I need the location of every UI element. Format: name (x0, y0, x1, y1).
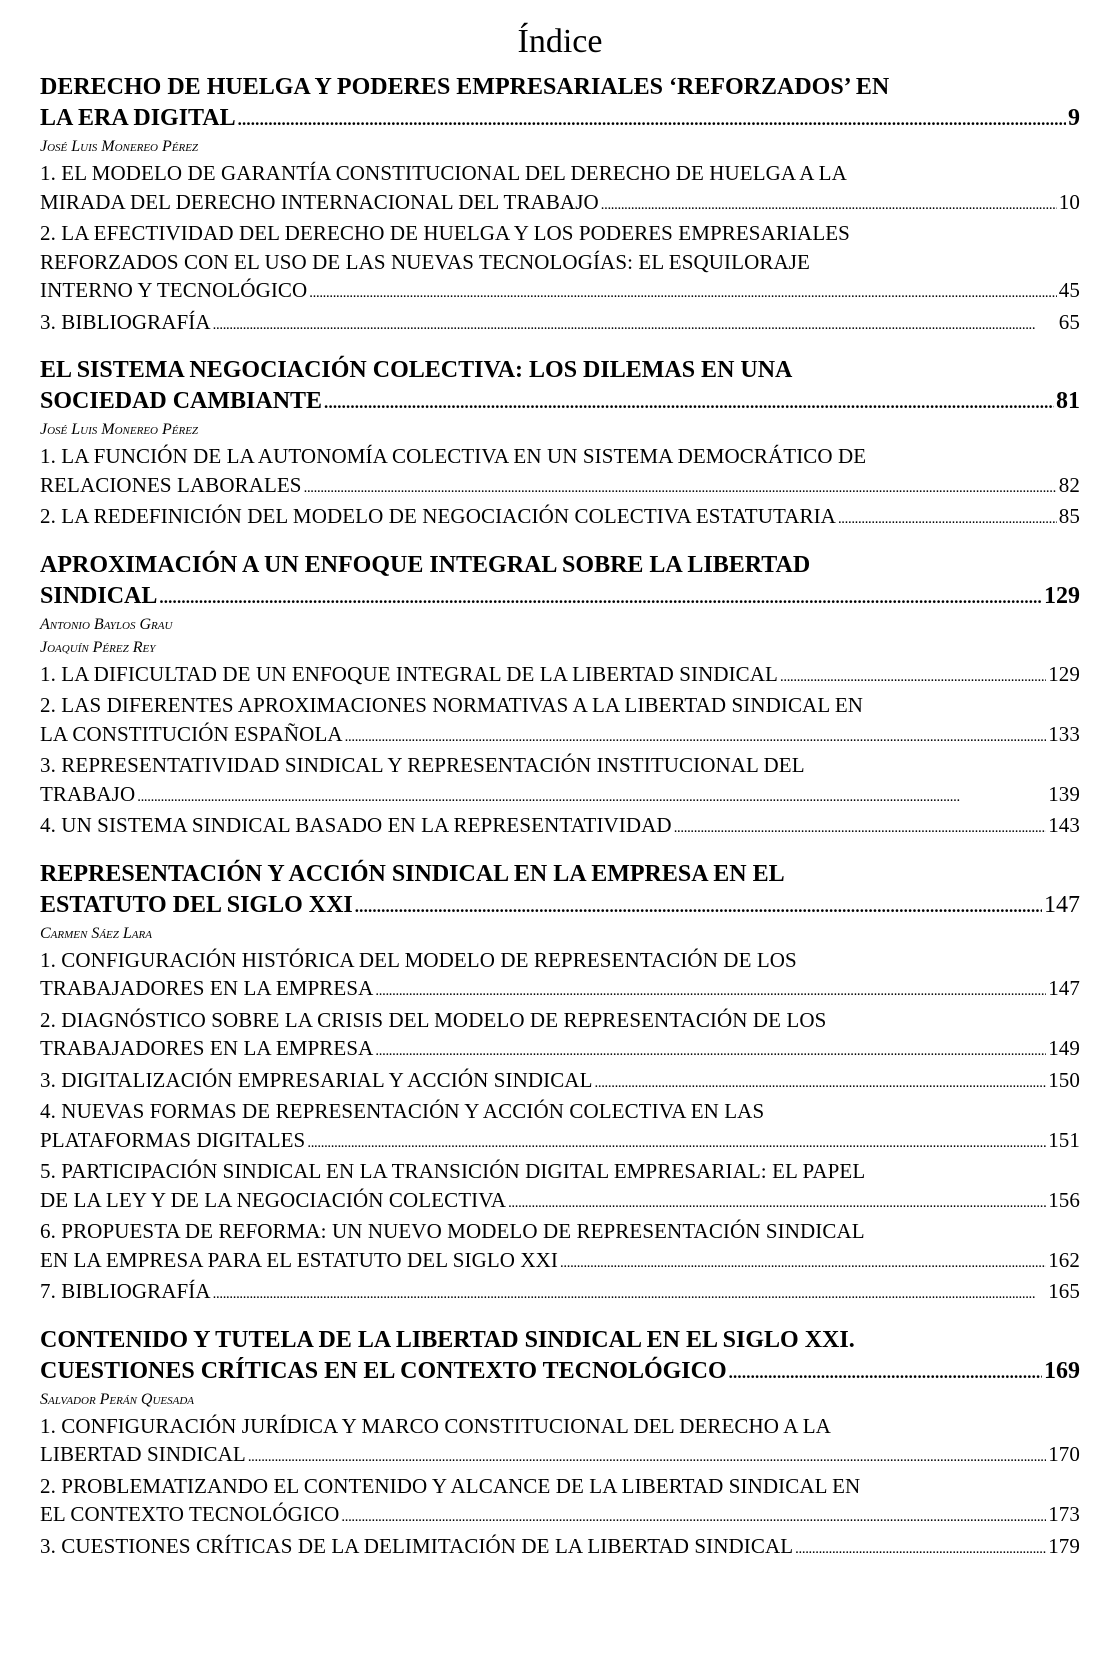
section-title-text: SOCIEDAD CAMBIANTE (40, 388, 323, 414)
page-number: 150 (1048, 1067, 1080, 1092)
section-title-line: REPRESENTACIÓN Y ACCIÓN SINDICAL EN LA EMPRESA EN EL (40, 860, 785, 887)
section-title (40, 859, 1080, 922)
leader-dots (345, 720, 1047, 752)
page-number: 139 (1048, 781, 1080, 806)
toc-section (40, 355, 1080, 534)
section-title-last-line (40, 103, 1080, 135)
section-title (40, 355, 1080, 418)
entry-line: 1. EL MODELO DE GARANTÍA CONSTITUCIONAL DEL DERECHO DE HUELGA A LA (40, 161, 847, 185)
leader-dots (375, 974, 1046, 1006)
entry-last-line (40, 1034, 1080, 1066)
entry-text: TRABAJO (40, 781, 136, 806)
page-number: 143 (1048, 813, 1080, 837)
toc-section (40, 550, 1080, 843)
section-title-line: EL SISTEMA NEGOCIACIÓN COLECTIVA: LOS DILEMAS EN UNA (40, 357, 793, 383)
toc-entry (40, 442, 1080, 502)
toc-entry (40, 502, 1080, 534)
toc-entry (40, 946, 1080, 1006)
author-name: José Luis Monereo Pérez (40, 138, 199, 155)
page-number: 147 (1044, 891, 1080, 918)
section-title (40, 72, 1080, 135)
entry-text: LA CONSTITUCIÓN ESPAÑOLA (40, 721, 343, 746)
entry-line: 1. CONFIGURACIÓN HISTÓRICA DEL MODELO DE REPRESENTACIÓN DE LOS (40, 947, 797, 972)
section-title-text: CUESTIONES CRÍTICAS EN EL CONTEXTO TECNOLÓGICO (40, 1357, 727, 1384)
toc-entry (40, 159, 1080, 219)
entry-last-line (40, 1532, 1080, 1564)
section-title-text: ESTATUTO DEL SIGLO XXI (40, 891, 353, 918)
entry-text: 3. DIGITALIZACIÓN EMPRESARIAL Y ACCIÓN SINDICAL (40, 1067, 593, 1092)
page-number: 165 (1048, 1279, 1080, 1303)
entry-text: MIRADA DEL DERECHO INTERNACIONAL DEL TRABAJO (40, 189, 599, 214)
entry-line: 4. NUEVAS FORMAS DE REPRESENTACIÓN Y ACCIÓN COLECTIVA EN LAS (40, 1099, 765, 1123)
entry-line: 2. PROBLEMATIZANDO EL CONTENIDO Y ALCANCE DE LA LIBERTAD SINDICAL EN (40, 1473, 861, 1498)
entry-line: 1. LA FUNCIÓN DE LA AUTONOMÍA COLECTIVA EN UN SISTEMA DEMOCRÁTICO DE (40, 444, 867, 468)
entry-text: 3. CUESTIONES CRÍTICAS DE LA DELIMITACIÓN DE LA LIBERTAD SINDICAL (40, 1533, 794, 1558)
leader-dots (795, 1532, 1046, 1564)
entry-line: 2. DIAGNÓSTICO SOBRE LA CRISIS DEL MODELO DE REPRESENTACIÓN DE LOS (40, 1007, 827, 1032)
leader-dots (560, 1246, 1046, 1278)
leader-dots (838, 502, 1057, 534)
entry-last-line (40, 502, 1080, 534)
page-number: 151 (1048, 1127, 1080, 1152)
toc-entry (40, 1472, 1080, 1532)
entry-last-line (40, 276, 1080, 308)
entry-text: EL CONTEXTO TECNOLÓGICO (40, 1502, 340, 1526)
entry-text: LIBERTAD SINDICAL (40, 1442, 246, 1466)
page-number: 147 (1048, 976, 1080, 1000)
section-title (40, 550, 1080, 613)
entry-last-line (40, 780, 1080, 812)
page-number: 65 (1058, 309, 1080, 334)
page-number: 170 (1048, 1442, 1080, 1466)
entry-text: 4. UN SISTEMA SINDICAL BASADO EN LA REPRESENTATIVIDAD (40, 813, 672, 837)
entry-text: TRABAJADORES EN LA EMPRESA (40, 1036, 374, 1060)
leader-dots (355, 890, 1042, 922)
page-number: 156 (1048, 1187, 1080, 1212)
entry-last-line (40, 1500, 1080, 1532)
page-number: 173 (1048, 1502, 1080, 1526)
author-name: Joaquín Pérez Rey (40, 638, 156, 656)
toc-entry (40, 219, 1080, 308)
leader-dots (341, 1500, 1046, 1532)
leader-dots (674, 811, 1046, 843)
entry-line: REFORZADOS CON EL USO DE LAS NUEVAS TECNOLOGÍAS: EL ESQUILORAJE (40, 249, 810, 274)
author-name: Carmen Sáez Lara (40, 924, 152, 942)
leader-dots (595, 1066, 1047, 1098)
page-number: 10 (1058, 189, 1080, 214)
toc-entry (40, 1066, 1080, 1098)
toc-entry (40, 811, 1080, 843)
leader-dots (307, 1126, 1046, 1158)
toc-entry (40, 691, 1080, 751)
section-title-line: APROXIMACIÓN A UN ENFOQUE INTEGRAL SOBRE LA LIBERTAD (40, 551, 811, 578)
entry-last-line (40, 720, 1080, 752)
toc-entry (40, 1097, 1080, 1157)
leader-dots (780, 660, 1046, 692)
leader-dots (213, 308, 1057, 340)
leader-dots (729, 1356, 1042, 1388)
page-number: 162 (1048, 1247, 1080, 1272)
leader-dots (375, 1034, 1046, 1066)
toc-entry (40, 1217, 1080, 1277)
entry-line: 6. PROPUESTA DE REFORMA: UN NUEVO MODELO DE REPRESENTACIÓN SINDICAL (40, 1219, 865, 1243)
toc-entry (40, 1412, 1080, 1472)
page-number: 45 (1058, 278, 1080, 302)
entry-line: 2. LA EFECTIVIDAD DEL DERECHO DE HUELGA Y LOS PODERES EMPRESARIALES (40, 221, 850, 245)
entry-text: DE LA LEY Y DE LA NEGOCIACIÓN COLECTIVA (40, 1187, 507, 1212)
section-title (40, 1325, 1080, 1388)
entry-text: TRABAJADORES EN LA EMPRESA (40, 976, 374, 1000)
toc-entry (40, 1006, 1080, 1066)
toc-section (40, 72, 1080, 339)
entry-last-line (40, 1440, 1080, 1472)
entry-last-line (40, 188, 1080, 220)
page-number: 149 (1048, 1036, 1080, 1060)
leader-dots (304, 471, 1057, 503)
section-title-line: DERECHO DE HUELGA Y PODERES EMPRESARIALES ‘REFORZADOS’ EN (40, 74, 890, 100)
page-number: 9 (1068, 105, 1080, 131)
entry-text: RELACIONES LABORALES (40, 472, 302, 497)
toc-entry (40, 1157, 1080, 1217)
leader-dots (324, 386, 1054, 418)
section-title-line: CONTENIDO Y TUTELA DE LA LIBERTAD SINDICAL EN EL SIGLO XXI. (40, 1326, 855, 1353)
entry-last-line (40, 1246, 1080, 1278)
table-of-contents (40, 72, 1080, 1563)
section-title-last-line (40, 890, 1080, 922)
entry-text: 1. LA DIFICULTAD DE UN ENFOQUE INTEGRAL DE LA LIBERTAD SINDICAL (40, 661, 778, 686)
toc-entry (40, 1532, 1080, 1564)
page-number: 82 (1058, 472, 1080, 497)
leader-dots (159, 581, 1042, 613)
toc-entry (40, 660, 1080, 692)
entry-last-line (40, 1126, 1080, 1158)
entry-last-line (40, 471, 1080, 503)
toc-entry (40, 308, 1080, 340)
section-title-text: LA ERA DIGITAL (40, 105, 236, 131)
toc-section (40, 1325, 1080, 1564)
page-number: 81 (1056, 388, 1080, 414)
page-number: 129 (1048, 661, 1080, 686)
author-name: Antonio Baylos Grau (40, 615, 173, 633)
entry-text: INTERNO Y TECNOLÓGICO (40, 278, 308, 302)
author-name: José Luis Monereo Pérez (40, 421, 199, 438)
entry-last-line (40, 660, 1080, 692)
section-title-last-line (40, 1356, 1080, 1388)
entry-text: EN LA EMPRESA PARA EL ESTATUTO DEL SIGLO XXI (40, 1247, 559, 1272)
page-number: 133 (1048, 721, 1080, 746)
leader-dots (213, 1277, 1047, 1309)
page-number: 179 (1048, 1533, 1080, 1558)
page-title: Índice (517, 23, 603, 60)
toc-entry (40, 751, 1080, 811)
entry-last-line (40, 308, 1080, 340)
page-number: 169 (1044, 1357, 1080, 1384)
section-title-last-line (40, 581, 1080, 613)
section-title-text: SINDICAL (40, 582, 158, 609)
toc-section (40, 859, 1080, 1309)
page-number: 129 (1044, 582, 1080, 609)
entry-last-line (40, 1186, 1080, 1218)
entry-last-line (40, 1066, 1080, 1098)
entry-line: 1. CONFIGURACIÓN JURÍDICA Y MARCO CONSTITUCIONAL DEL DERECHO A LA (40, 1413, 831, 1438)
section-title-last-line (40, 386, 1080, 418)
entry-text: 2. LA REDEFINICIÓN DEL MODELO DE NEGOCIACIÓN COLECTIVA ESTATUTARIA (40, 504, 836, 528)
leader-dots (309, 276, 1057, 308)
entry-last-line (40, 811, 1080, 843)
entry-text: PLATAFORMAS DIGITALES (40, 1127, 306, 1152)
leader-dots (137, 780, 1046, 812)
entry-line: 2. LAS DIFERENTES APROXIMACIONES NORMATIVAS A LA LIBERTAD SINDICAL EN (40, 693, 864, 717)
page-number: 85 (1058, 504, 1080, 528)
entry-last-line (40, 1277, 1080, 1309)
entry-line: 5. PARTICIPACIÓN SINDICAL EN LA TRANSICIÓN DIGITAL EMPRESARIAL: EL PAPEL (40, 1159, 866, 1183)
leader-dots (508, 1186, 1046, 1218)
toc-entry (40, 1277, 1080, 1309)
leader-dots (601, 188, 1057, 220)
author-name: Salvador Perán Quesada (40, 1390, 195, 1408)
entry-last-line (40, 974, 1080, 1006)
entry-line: 3. REPRESENTATIVIDAD SINDICAL Y REPRESENTACIÓN INSTITUCIONAL DEL (40, 753, 805, 777)
leader-dots (248, 1440, 1046, 1472)
entry-text: 7. BIBLIOGRAFÍA (40, 1279, 211, 1303)
entry-text: 3. BIBLIOGRAFÍA (40, 309, 211, 334)
leader-dots (238, 103, 1066, 135)
